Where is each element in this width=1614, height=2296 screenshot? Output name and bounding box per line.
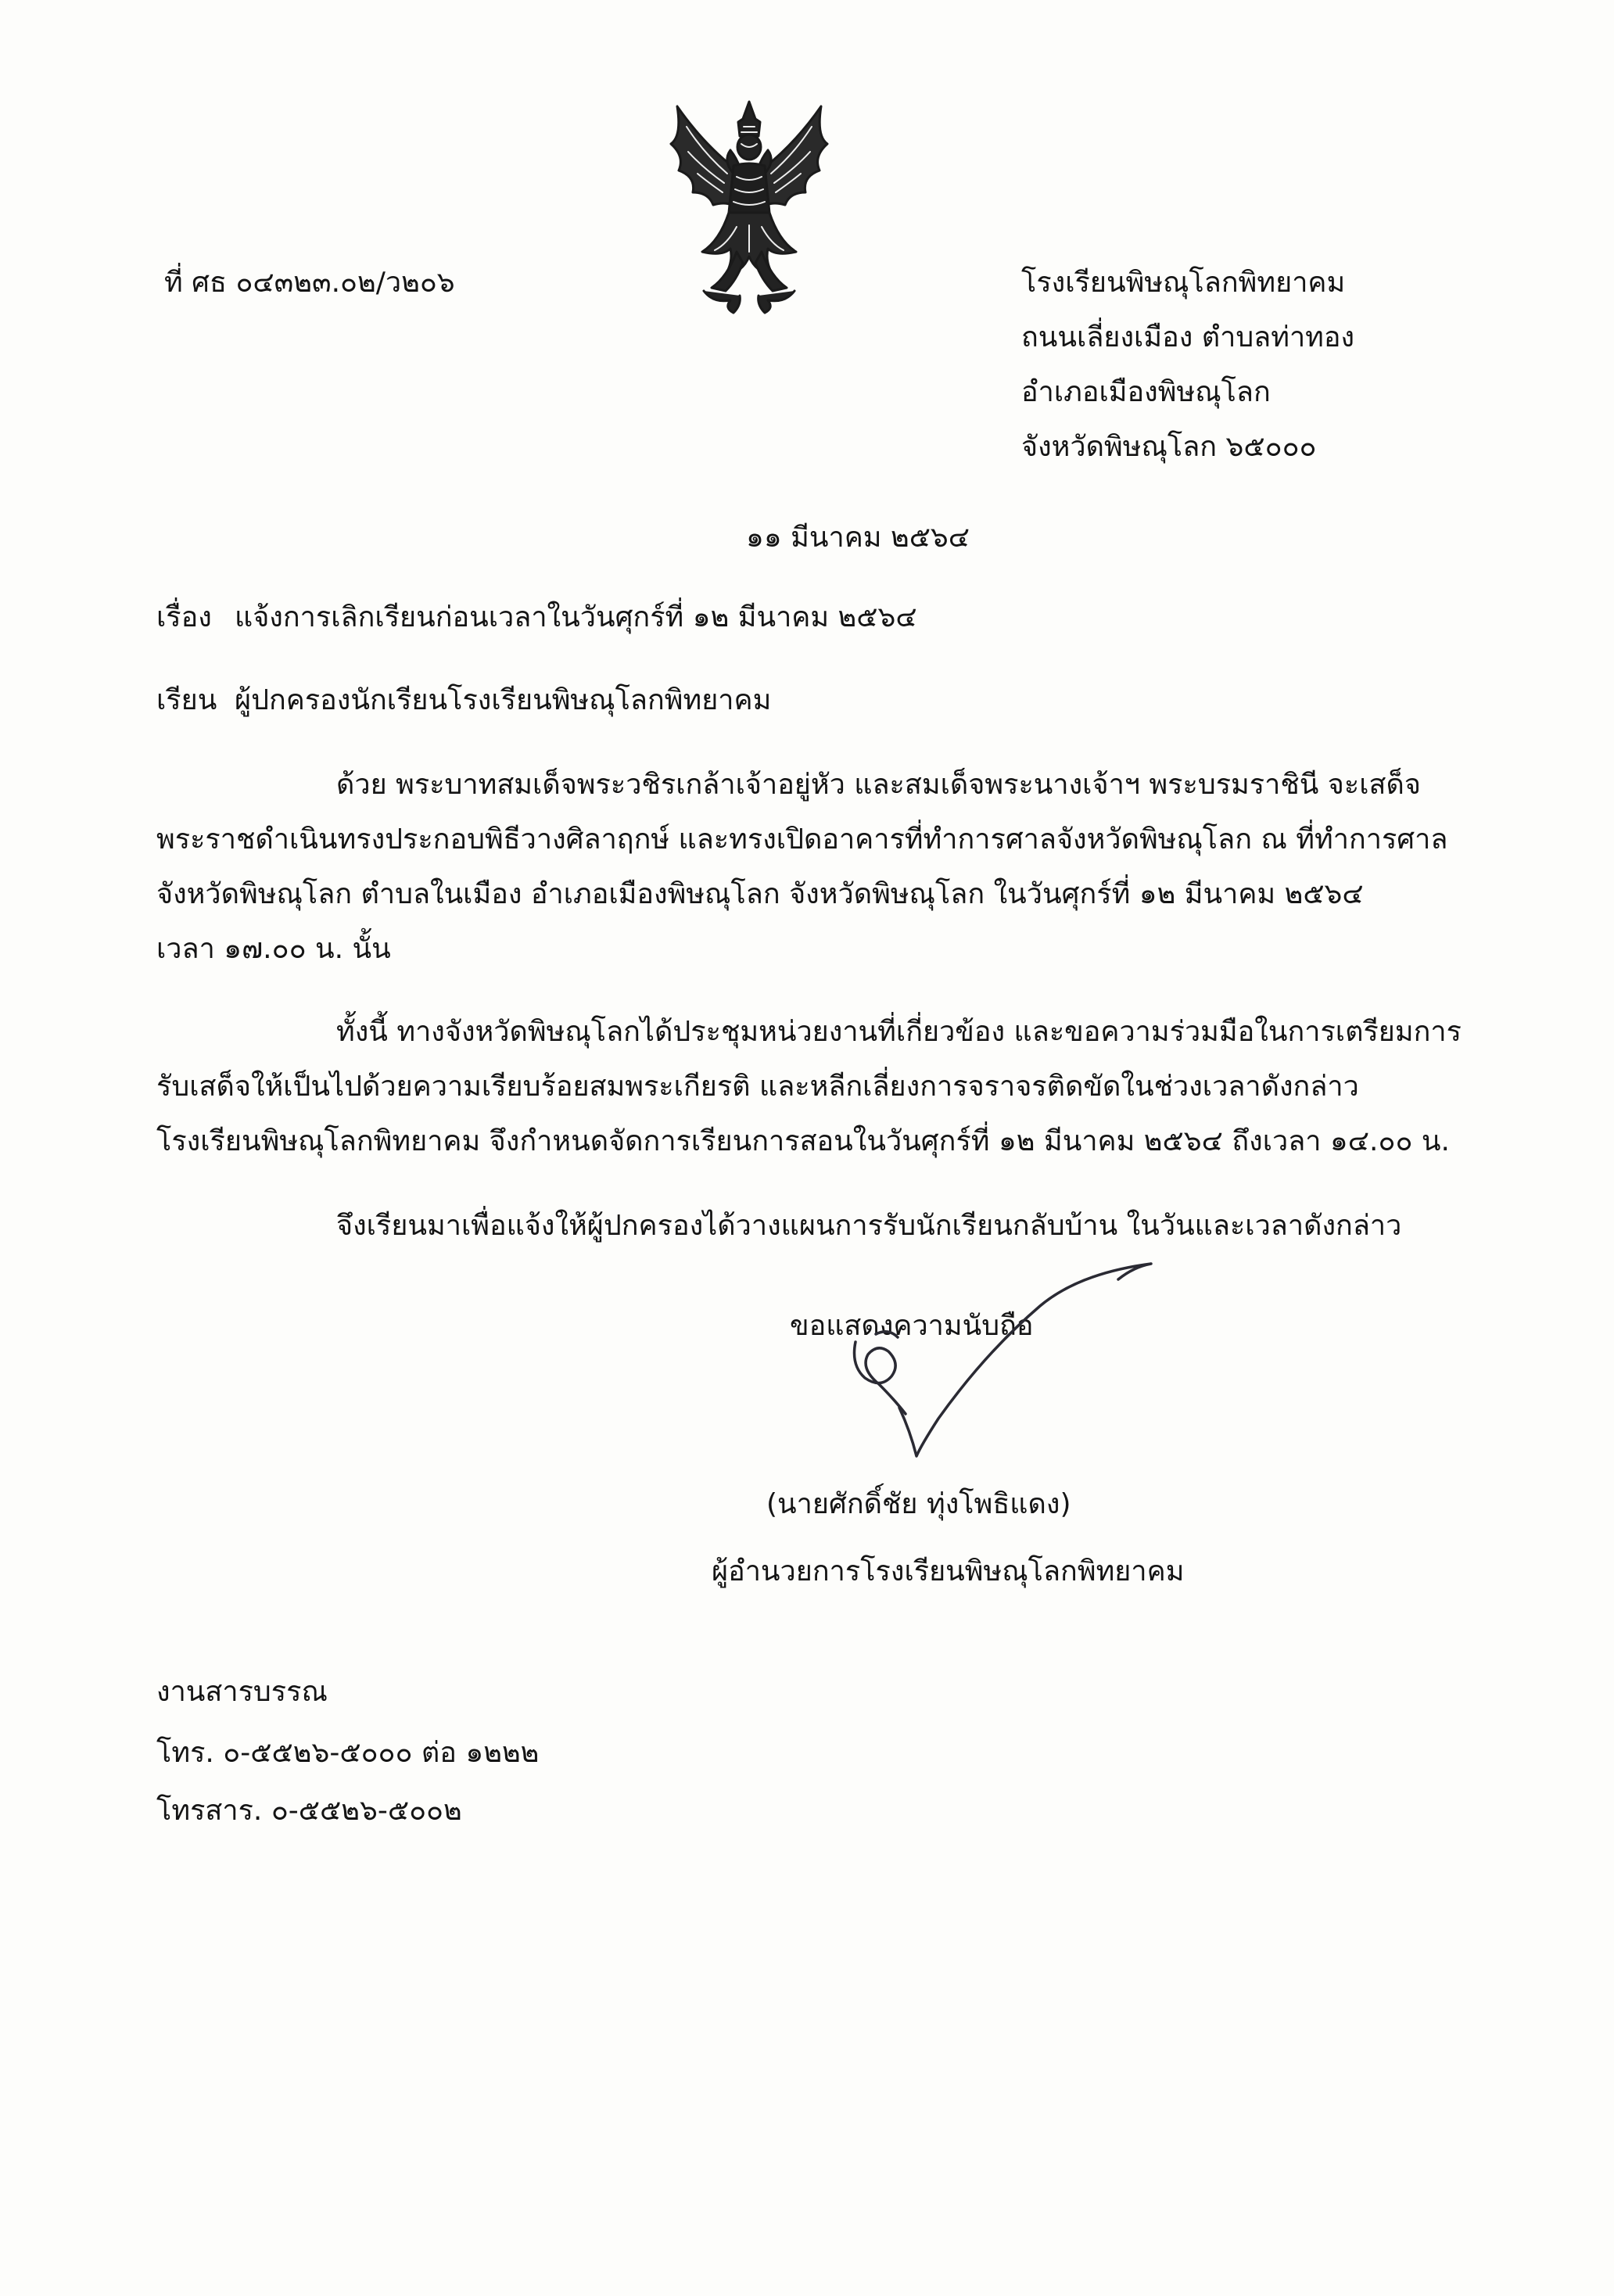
paragraph-line: ทั้งนี้ ทางจังหวัดพิษณุโลกได้ประชุมหน่วยงานที่เกี่ยวข้อง และขอความร่วมมือในการเตรียมการ — [336, 1016, 1462, 1048]
closing-phrase: ขอแสดงความนับถือ — [790, 1310, 1034, 1342]
letter-date: ๑๑ มีนาคม ๒๕๖๔ — [746, 522, 970, 554]
paragraph-line: รับเสด็จให้เป็นไปด้วยความเรียบร้อยสมพระเกียรติ และหลีกเลี่ยงการจราจรติดขัดในช่วงเวลาดังกล่าว — [156, 1071, 1359, 1103]
reference-number: ที่ ศธ ๐๔๓๒๓.๐๒/ว๒๐๖ — [164, 267, 455, 299]
fax-number: โทรสาร. ๐-๕๕๒๖-๕๐๐๒ — [156, 1795, 462, 1827]
address-line: ถนนเลี่ยงเมือง ตำบลท่าทอง — [1021, 321, 1355, 353]
recipient-text: ผู้ปกครองนักเรียนโรงเรียนพิษณุโลกพิทยาคม — [235, 684, 772, 716]
address-line: อำเภอเมืองพิษณุโลก — [1021, 376, 1271, 408]
signer-title: ผู้อำนวยการโรงเรียนพิษณุโลกพิทยาคม — [712, 1555, 1185, 1587]
recipient-label: เรียน — [156, 684, 217, 716]
body-paragraph-3: จึงเรียนมาเพื่อแจ้งให้ผู้ปกครองได้วางแผนการรับนักเรียนกลับบ้าน ในวันและเวลาดังกล่าว — [336, 1210, 1402, 1242]
paragraph-line: จังหวัดพิษณุโลก ตำบลในเมือง อำเภอเมืองพิษณุโลก จังหวัดพิษณุโลก ในวันศุกร์ที่ ๑๒ มีนาคม ๒๕๖๔ — [156, 878, 1364, 910]
paragraph-line: โรงเรียนพิษณุโลกพิทยาคม จึงกำหนดจัดการเรียนการสอนในวันศุกร์ที่ ๑๒ มีนาคม ๒๕๖๔ ถึงเวลา ๑๔.๐๐ น. — [156, 1125, 1450, 1157]
paragraph-line: ด้วย พระบาทสมเด็จพระวชิรเกล้าเจ้าอยู่หัว และสมเด็จพระนางเจ้าฯ พระบรมราชินี จะเสด็จ — [336, 769, 1421, 801]
paragraph-line: พระราชดำเนินทรงประกอบพิธีวางศิลาฤกษ์ และทรงเปิดอาคารที่ทำการศาลจังหวัดพิษณุโลก ณ ที่ทำการศาล — [156, 823, 1448, 856]
subject-text: แจ้งการเลิกเรียนก่อนเวลาในวันศุกร์ที่ ๑๒ มีนาคม ๒๕๖๔ — [235, 601, 917, 633]
address-line: โรงเรียนพิษณุโลกพิทยาคม — [1021, 267, 1346, 299]
subject-label: เรื่อง — [156, 601, 212, 633]
garuda-emblem-icon — [655, 95, 843, 321]
signer-name: (นายศักดิ์ชัย ทุ่งโพธิแดง) — [766, 1488, 1071, 1520]
paragraph-line: เวลา ๑๗.๐๐ น. นั้น — [156, 933, 391, 965]
address-line: จังหวัดพิษณุโลก ๖๕๐๐๐ — [1021, 431, 1317, 463]
phone-number: โทร. ๐-๕๕๒๖-๕๐๐๐ ต่อ ๑๒๒๒ — [156, 1737, 540, 1769]
department-name: งานสารบรรณ — [156, 1676, 328, 1708]
